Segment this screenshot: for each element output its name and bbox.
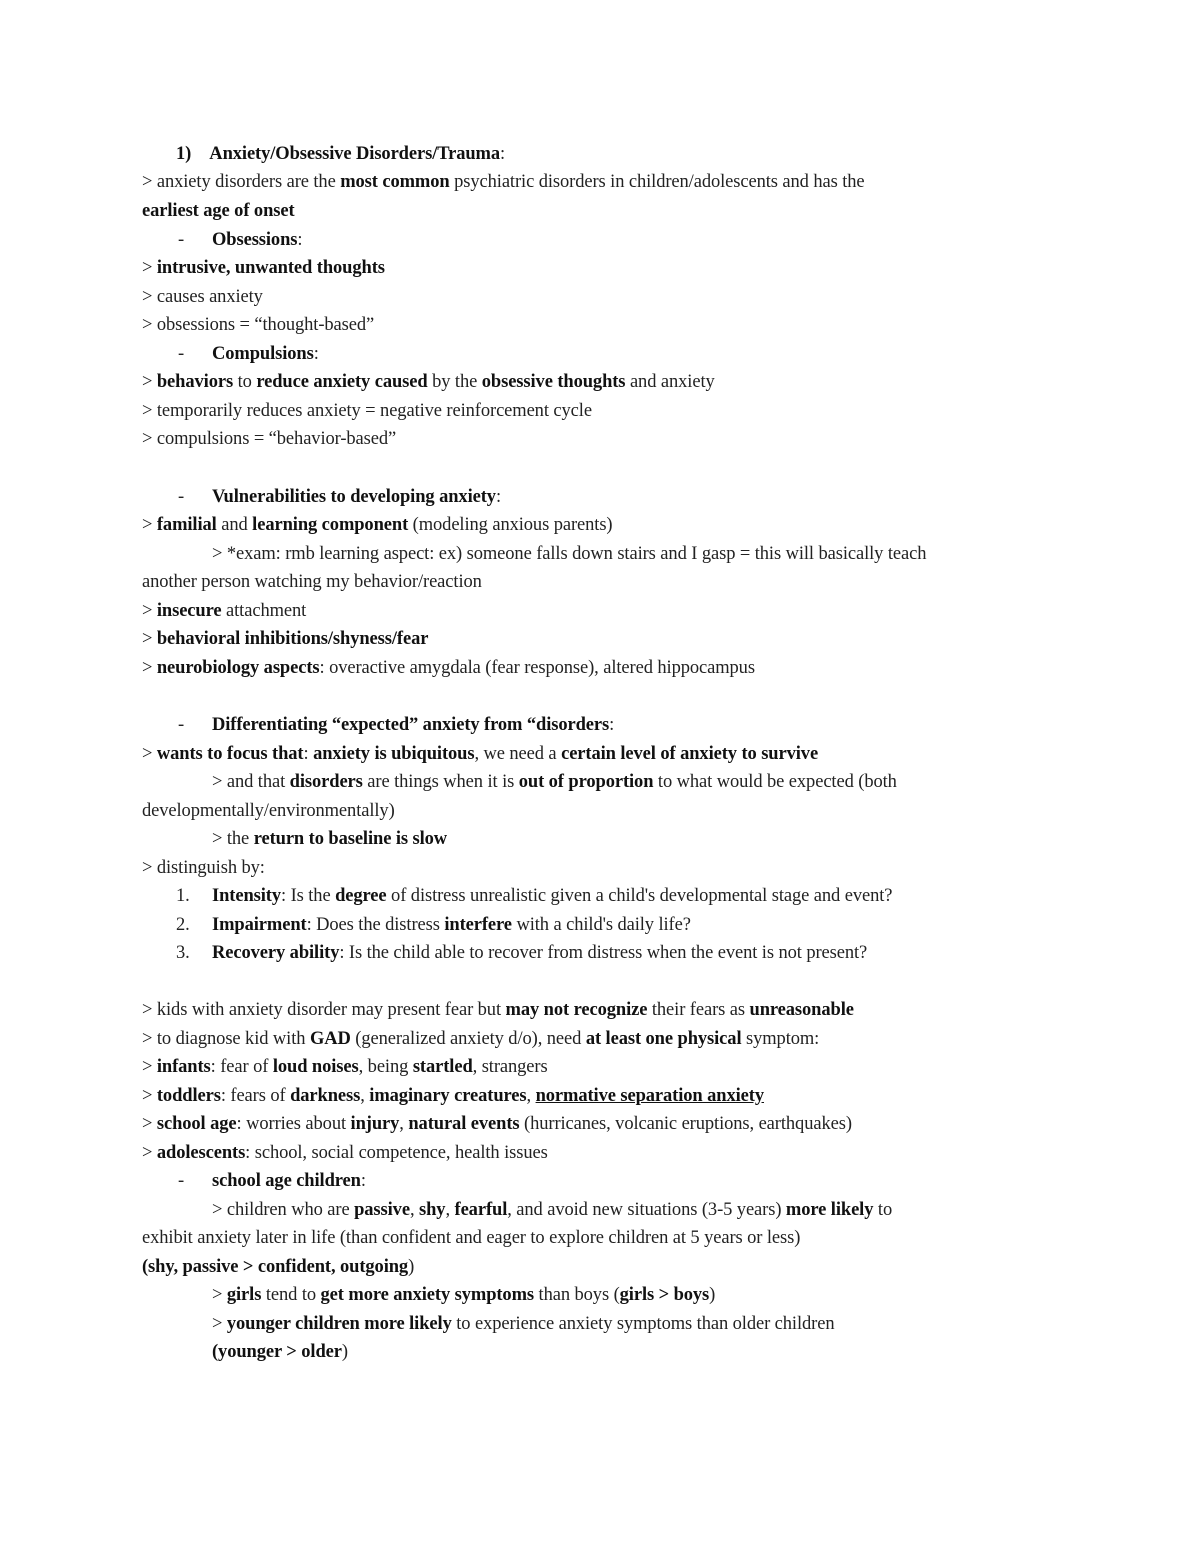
text-segment: (generalized anxiety d/o), need xyxy=(350,1029,586,1049)
list-number: 3. xyxy=(176,943,190,963)
text-segment: another person watching my behavior/reaction xyxy=(142,572,482,592)
text-segment: , being xyxy=(358,1057,413,1077)
list-number: 1. xyxy=(176,886,190,906)
bold-text: 1) Anxiety/Obsessive Disorders/Trauma xyxy=(176,144,501,164)
bold-text: infants xyxy=(156,1057,211,1077)
text-segment: > temporarily reduces anxiety = negative reinforcement cycle xyxy=(142,401,592,421)
text-segment: tend to xyxy=(261,1285,321,1305)
text-segment: , xyxy=(399,1114,409,1134)
bold-text: darkness xyxy=(290,1086,361,1106)
text-segment: : fears of xyxy=(220,1086,291,1106)
text-segment: : Is the child able to recover from distress when the event is not present? xyxy=(339,943,868,963)
text-segment: : xyxy=(297,230,303,250)
note-line xyxy=(142,1085,764,1107)
text-segment: : worries about xyxy=(236,1114,351,1134)
note-line xyxy=(142,171,865,193)
note-line xyxy=(142,600,306,622)
bold-text: intrusive, unwanted thoughts xyxy=(156,258,385,278)
text-segment: , strangers xyxy=(472,1057,548,1077)
bold-text: imaginary creatures xyxy=(369,1086,527,1106)
text-segment: , and avoid new situations (3-5 years) xyxy=(507,1200,786,1220)
bold-text: return to baseline is slow xyxy=(253,829,448,849)
note-line xyxy=(142,428,396,450)
list-bullet: - xyxy=(178,1171,185,1191)
numbered-item xyxy=(212,885,892,907)
bold-text: insecure xyxy=(156,601,222,621)
text-segment: , xyxy=(360,1086,370,1106)
bold-text: degree xyxy=(335,886,387,906)
note-line xyxy=(142,371,715,393)
bold-text: most common xyxy=(340,172,450,192)
text-segment: are things when it is xyxy=(362,772,519,792)
note-line xyxy=(142,200,295,222)
subheading xyxy=(212,486,501,508)
text-segment: > xyxy=(142,744,157,764)
bold-text: Compulsions xyxy=(212,344,314,364)
text-segment: attachment xyxy=(221,601,307,621)
note-line xyxy=(142,743,818,765)
bold-text: startled xyxy=(412,1057,473,1077)
text-segment: > xyxy=(142,658,157,678)
text-segment: and xyxy=(216,515,253,535)
subheading xyxy=(212,1170,366,1192)
bold-text: school age children xyxy=(212,1171,361,1191)
note-line xyxy=(142,628,428,650)
bold-text: may not recognize xyxy=(505,1000,648,1020)
text-segment: : Does the distress xyxy=(306,915,445,935)
bold-text: interfere xyxy=(444,915,512,935)
bold-text: GAD xyxy=(309,1029,351,1049)
list-bullet: - xyxy=(178,344,185,364)
bold-text: Differentiating “expected” anxiety from “disorders xyxy=(212,715,610,735)
text-segment: : fear of xyxy=(210,1057,273,1077)
subheading xyxy=(212,229,302,251)
underlined-term: normative separation anxiety xyxy=(535,1086,764,1106)
note-line xyxy=(212,1199,892,1221)
bold-text: familial xyxy=(156,515,217,535)
text-segment: , xyxy=(409,1200,419,1220)
text-segment: and anxiety xyxy=(625,372,715,392)
bold-text: shy xyxy=(419,1200,446,1220)
note-line xyxy=(212,1284,715,1306)
text-segment: > obsessions = “thought-based” xyxy=(142,315,375,335)
text-segment: > compulsions = “behavior-based” xyxy=(142,429,397,449)
bold-text: wants to focus that xyxy=(156,744,304,764)
note-line xyxy=(142,1028,819,1050)
subheading xyxy=(212,714,614,736)
list-bullet: - xyxy=(178,715,185,735)
bold-text: behaviors xyxy=(156,372,234,392)
bold-text: Obsessions xyxy=(212,230,298,250)
text-segment: : overactive amygdala (fear response), altered hippocampus xyxy=(319,658,755,678)
numbered-item xyxy=(212,942,867,964)
bold-text: Recovery ability xyxy=(212,943,340,963)
bold-text: adolescents xyxy=(156,1143,246,1163)
bold-text: behavioral inhibitions/shyness/fear xyxy=(156,629,429,649)
list-bullet: - xyxy=(178,230,185,250)
note-line xyxy=(142,857,265,879)
subheading xyxy=(212,343,319,365)
text-segment: > children who are xyxy=(212,1200,355,1220)
text-segment: ) xyxy=(341,1342,348,1362)
text-segment: their fears as xyxy=(647,1000,750,1020)
text-segment: to xyxy=(873,1200,893,1220)
note-line xyxy=(212,1313,835,1335)
bold-text: fearful xyxy=(454,1200,508,1220)
text-segment: > xyxy=(142,258,157,278)
text-segment: > xyxy=(142,1086,157,1106)
text-segment: than boys ( xyxy=(534,1285,620,1305)
note-line xyxy=(142,314,374,336)
note-line xyxy=(142,514,613,536)
bold-text: unreasonable xyxy=(749,1000,854,1020)
text-segment: > and that xyxy=(212,772,290,792)
text-segment: > anxiety disorders are the xyxy=(142,172,341,192)
text-segment: with a child's daily life? xyxy=(511,915,691,935)
bold-text: (shy, passive > confident, outgoing xyxy=(142,1257,409,1277)
note-line xyxy=(142,571,482,593)
numbered-item xyxy=(212,914,691,936)
note-line xyxy=(212,771,897,793)
note-line xyxy=(142,257,385,279)
bold-text xyxy=(536,1086,764,1106)
text-segment: > distinguish by: xyxy=(142,858,265,878)
bold-text: more likely xyxy=(785,1200,874,1220)
text-segment: : school, social competence, health issues xyxy=(245,1143,548,1163)
bold-text: obsessive thoughts xyxy=(481,372,626,392)
bold-text: disorders xyxy=(289,772,363,792)
text-segment: : xyxy=(360,1171,366,1191)
bold-text: certain level of anxiety to survive xyxy=(561,744,819,764)
text-segment: > the xyxy=(212,829,254,849)
text-segment: > xyxy=(212,1314,227,1334)
text-segment: (hurricanes, volcanic eruptions, earthquakes) xyxy=(519,1114,852,1134)
text-segment: symptom: xyxy=(741,1029,820,1049)
text-segment: > kids with anxiety disorder may present fear but xyxy=(142,1000,506,1020)
list-bullet: - xyxy=(178,487,185,507)
bold-text: out of proportion xyxy=(518,772,654,792)
bold-text: injury xyxy=(350,1114,400,1134)
note-line xyxy=(142,1256,414,1278)
bold-text: neurobiology aspects xyxy=(156,658,320,678)
bold-text: Vulnerabilities to developing anxiety xyxy=(212,487,496,507)
text-segment: (modeling anxious parents) xyxy=(408,515,613,535)
text-segment: > xyxy=(142,1114,157,1134)
text-segment: > xyxy=(142,629,157,649)
note-line xyxy=(142,999,854,1021)
text-segment: to what would be expected (both xyxy=(653,772,897,792)
text-segment: by the xyxy=(427,372,482,392)
text-segment: developmentally/environmentally) xyxy=(142,801,395,821)
text-segment: > *exam: rmb learning aspect: ex) someone falls down stairs and I gasp = this will basically teach xyxy=(212,544,927,564)
note-line xyxy=(142,800,395,822)
text-segment: : Is the xyxy=(281,886,336,906)
text-segment: > xyxy=(142,515,157,535)
note-line xyxy=(142,657,755,679)
text-segment: exhibit anxiety later in life (than confident and eager to explore children at 5 years or less) xyxy=(142,1228,801,1248)
text-segment: > xyxy=(142,601,157,621)
text-segment: ) xyxy=(408,1257,415,1277)
bold-text: loud noises xyxy=(272,1057,359,1077)
text-segment: , xyxy=(445,1200,455,1220)
note-line xyxy=(142,1056,548,1078)
note-line xyxy=(142,1227,800,1249)
bold-text: natural events xyxy=(408,1114,520,1134)
text-segment: ) xyxy=(709,1285,716,1305)
note-line xyxy=(212,1341,348,1363)
text-segment: psychiatric disorders in children/adolescents and has the xyxy=(449,172,865,192)
bold-text: girls > boys xyxy=(619,1285,710,1305)
note-line xyxy=(142,1142,548,1164)
note-line xyxy=(212,828,447,850)
text-segment: > xyxy=(142,1143,157,1163)
note-line xyxy=(212,543,926,565)
bold-text: school age xyxy=(156,1114,237,1134)
bold-text: girls xyxy=(226,1285,262,1305)
bold-text: anxiety is ubiquitous xyxy=(313,744,475,764)
bold-text: learning component xyxy=(252,515,409,535)
text-segment: > xyxy=(212,1285,227,1305)
text-segment: : xyxy=(609,715,615,735)
text-segment: > causes anxiety xyxy=(142,287,263,307)
note-line xyxy=(142,1113,852,1135)
bold-text: Intensity xyxy=(212,886,281,906)
bold-text: (younger > older xyxy=(212,1342,342,1362)
bold-text: toddlers xyxy=(156,1086,221,1106)
text-segment: , xyxy=(526,1086,536,1106)
section-heading xyxy=(176,143,505,165)
list-number: 2. xyxy=(176,915,190,935)
text-segment: : xyxy=(500,144,506,164)
bold-text: reduce anxiety caused xyxy=(256,372,428,392)
text-segment: > to diagnose kid with xyxy=(142,1029,310,1049)
text-segment: > xyxy=(142,1057,157,1077)
bold-text: get more anxiety symptoms xyxy=(320,1285,534,1305)
note-line xyxy=(142,286,263,308)
text-segment: to xyxy=(233,372,257,392)
note-line xyxy=(142,400,592,422)
text-segment: to experience anxiety symptoms than older children xyxy=(451,1314,835,1334)
text-segment: of distress unrealistic given a child's developmental stage and event? xyxy=(386,886,893,906)
text-segment: : xyxy=(313,344,319,364)
text-segment: : xyxy=(495,487,501,507)
text-segment: > xyxy=(142,372,157,392)
bold-text: earliest age of onset xyxy=(142,201,295,221)
bold-text: passive xyxy=(354,1200,410,1220)
bold-text: at least one physical xyxy=(585,1029,742,1049)
bold-text: Impairment xyxy=(212,915,307,935)
text-segment: : xyxy=(303,744,314,764)
bold-text: younger children more likely xyxy=(226,1314,452,1334)
text-segment: , we need a xyxy=(474,744,562,764)
